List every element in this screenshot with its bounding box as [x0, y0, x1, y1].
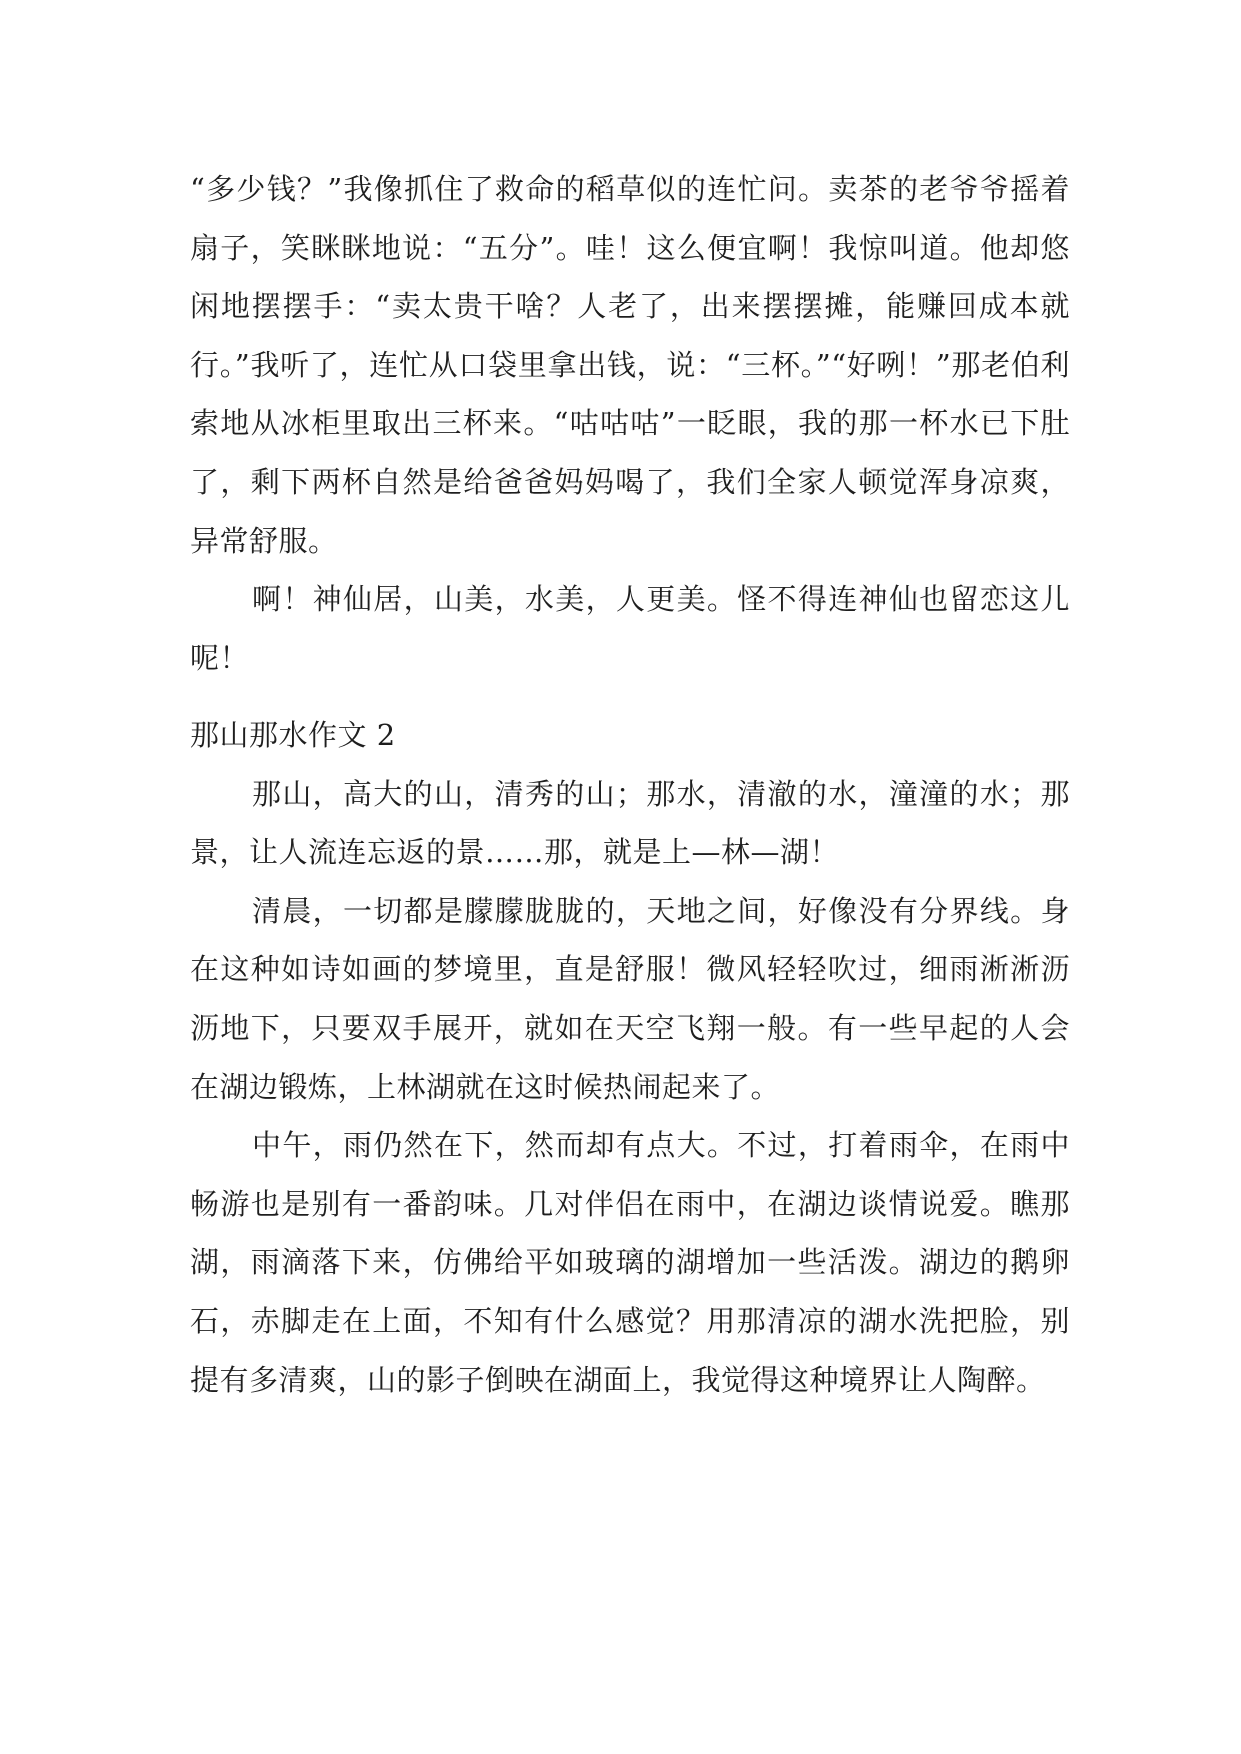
paragraph-noon: 中午，雨仍然在下，然而却有点大。不过，打着雨伞，在雨中畅游也是别有一番韵味。几对伴侣在雨中，在湖边谈情说爱。瞧那湖，雨滴落下来，仿佛给平如玻璃的湖增加一些活泼。湖边的鹅卵石，赤脚走在上面，不知有什么感觉？用那清凉的湖水洗把脸，别提有多清爽，山的影子倒映在湖面上，我觉得这种境界让人陶醉。: [190, 1128, 1070, 1397]
section-1: [190, 160, 1070, 687]
paragraph-tea-purchase: “多少钱？”我像抓住了救命的稻草似的连忙问。卖茶的老爷爷摇着扇子，笑眯眯地说：“五分”。哇！这么便宜啊！我惊叫道。他却悠闲地摆摆手：“卖太贵干啥？人老了，出来摆摆摊，能赚回成本就行。”我听了，连忙从口袋里拿出钱，说：“三杯。”“好咧！”那老伯利索地从冰柜里取出三杯来。“咕咕咕”一眨眼，我的那一杯水已下肚了，剩下两杯自然是给爸爸妈妈喝了，我们全家人顿觉浑身凉爽，异常舒服。: [190, 172, 1070, 558]
paragraph-morning: 清晨，一切都是朦朦胧胧的，天地之间，好像没有分界线。身在这种如诗如画的梦境里，直是舒服！微风轻轻吹过，细雨淅淅沥沥地下，只要双手展开，就如在天空飞翔一般。有一些早起的人会在湖边锻炼，上林湖就在这时候热闹起来了。: [190, 893, 1070, 1104]
essay-title: 那山那水作文 2: [190, 718, 396, 752]
paragraph-shenxianju-praise: 啊！神仙居，山美，水美，人更美。怪不得连神仙也留恋这儿呢！: [190, 582, 1070, 675]
section-2: [190, 706, 1070, 1409]
paragraph-intro: 那山，高大的山，清秀的山；那水，清澈的水，潼潼的水；那景，让人流连忘返的景……那，就是上—林—湖！: [190, 776, 1070, 870]
